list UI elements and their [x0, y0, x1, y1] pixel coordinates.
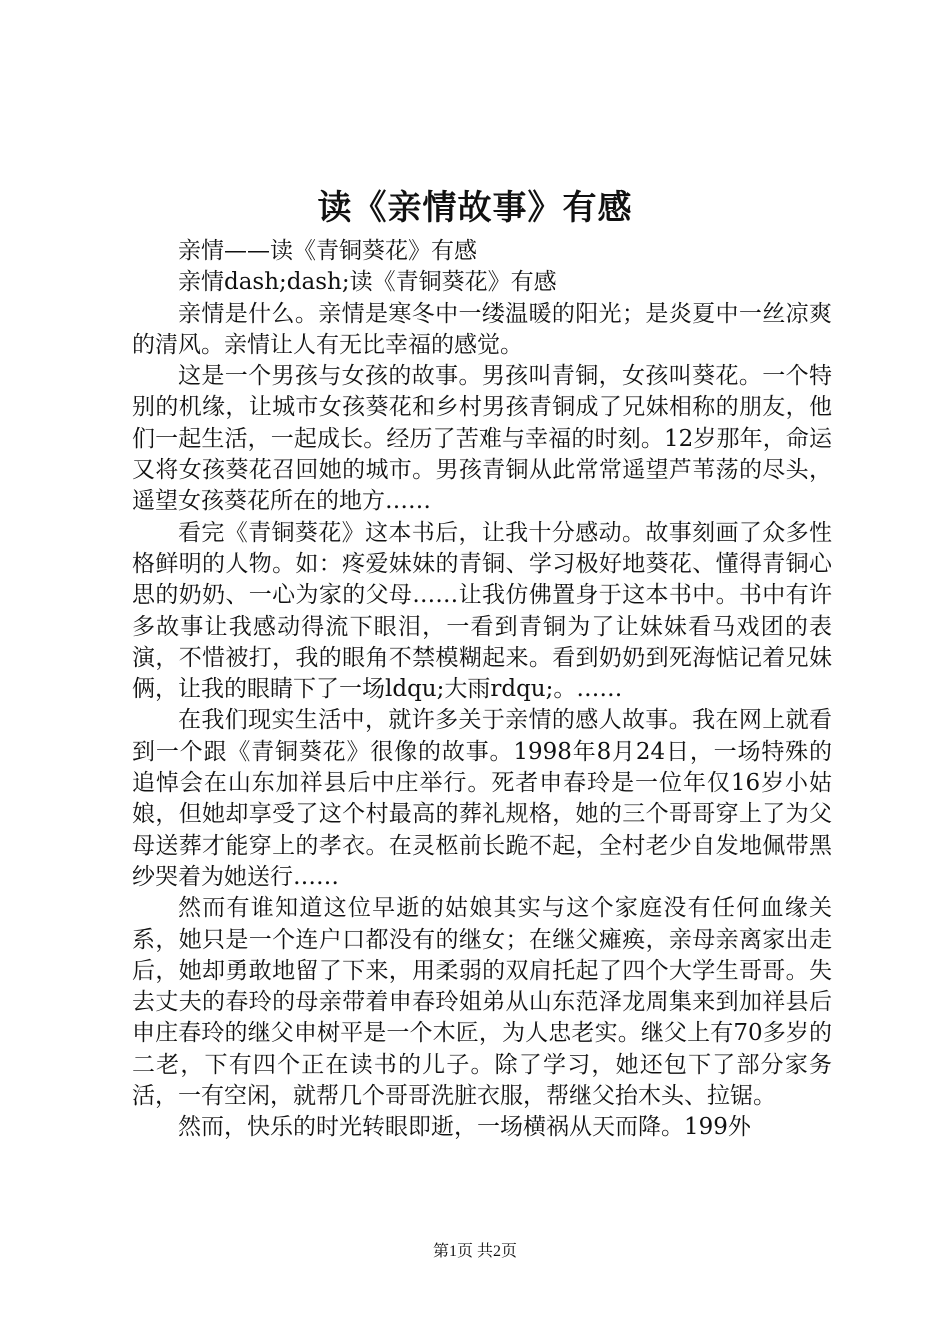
document-title: 读《亲情故事》有感	[317, 188, 633, 228]
paragraph-subtitle-2: 亲情dash;dash;读《青铜葵花》有感	[178, 269, 557, 296]
page-number-footer: 第1页 共2页	[432, 1243, 517, 1260]
paragraph: 亲情是什么。亲情是寒冬中一缕温暖的阳光；是炎夏中一丝凉爽的清风。亲情让人有无比幸福的感觉。	[132, 300, 832, 358]
paragraph: 这是一个男孩与女孩的故事。男孩叫青铜，女孩叫葵花。一个特别的机缘，让城市女孩葵花和乡村男孩青铜成了兄妹相称的朋友，他们一起生活，一起成长。经历了苦难与幸福的时刻。12岁那年，命运又将女孩葵花召回她的城市。男孩青铜从此常常遥望芦苇荡的尽头，遥望女孩葵花所在的地方……	[132, 363, 832, 515]
paragraph: 看完《青铜葵花》这本书后，让我十分感动。故事刻画了众多性格鲜明的人物。如：疼爱妹妹的青铜、学习极好地葵花、懂得青铜心思的奶奶、一心为家的父母……让我仿佛置身于这本书中。书中有许多故事让我感动得流下眼泪，一看到青铜为了让妹妹看马戏团的表演，不惜被打，我的眼角不禁模糊起来。看到奶奶到死海惦记着兄妹俩，让我的眼睛下了一场ldqu;大雨rdqu;。……	[132, 519, 832, 703]
document-body	[132, 236, 832, 1144]
paragraph-subtitle-1: 亲情——读《青铜葵花》有感	[178, 238, 477, 264]
paragraph: 然而有谁知道这位早逝的姑娘其实与这个家庭没有任何血缘关系，她只是一个连户口都没有的继女；在继父瘫痪，亲母亲离家出走后，她却勇敢地留了下来，用柔弱的双肩托起了四个大学生哥哥。失去丈夫的春玲的母亲带着申春玲姐弟从山东范泽龙周集来到加祥县后申庄春玲的继父申树平是一个木匠，为人忠老实。继父上有70多岁的二老，下有四个正在读书的儿子。除了学习，她还包下了部分家务活，一有空闲，就帮几个哥哥洗脏衣服，帮继父抬木头、拉锯。	[132, 895, 832, 1110]
paragraph: 然而，快乐的时光转眼即逝，一场横祸从天而降。199外	[178, 1114, 751, 1141]
paragraph: 在我们现实生活中，就许多关于亲情的感人故事。我在网上就看到一个跟《青铜葵花》很像的故事。1998年8月24日，一场特殊的追悼会在山东加祥县后中庄举行。死者申春玲是一位年仅16岁小姑娘，但她却享受了这个村最高的葬礼规格，她的三个哥哥穿上了为父母送葬才能穿上的孝衣。在灵柩前长跪不起，全村老少自发地佩带黑纱哭着为她送行……	[132, 707, 832, 890]
